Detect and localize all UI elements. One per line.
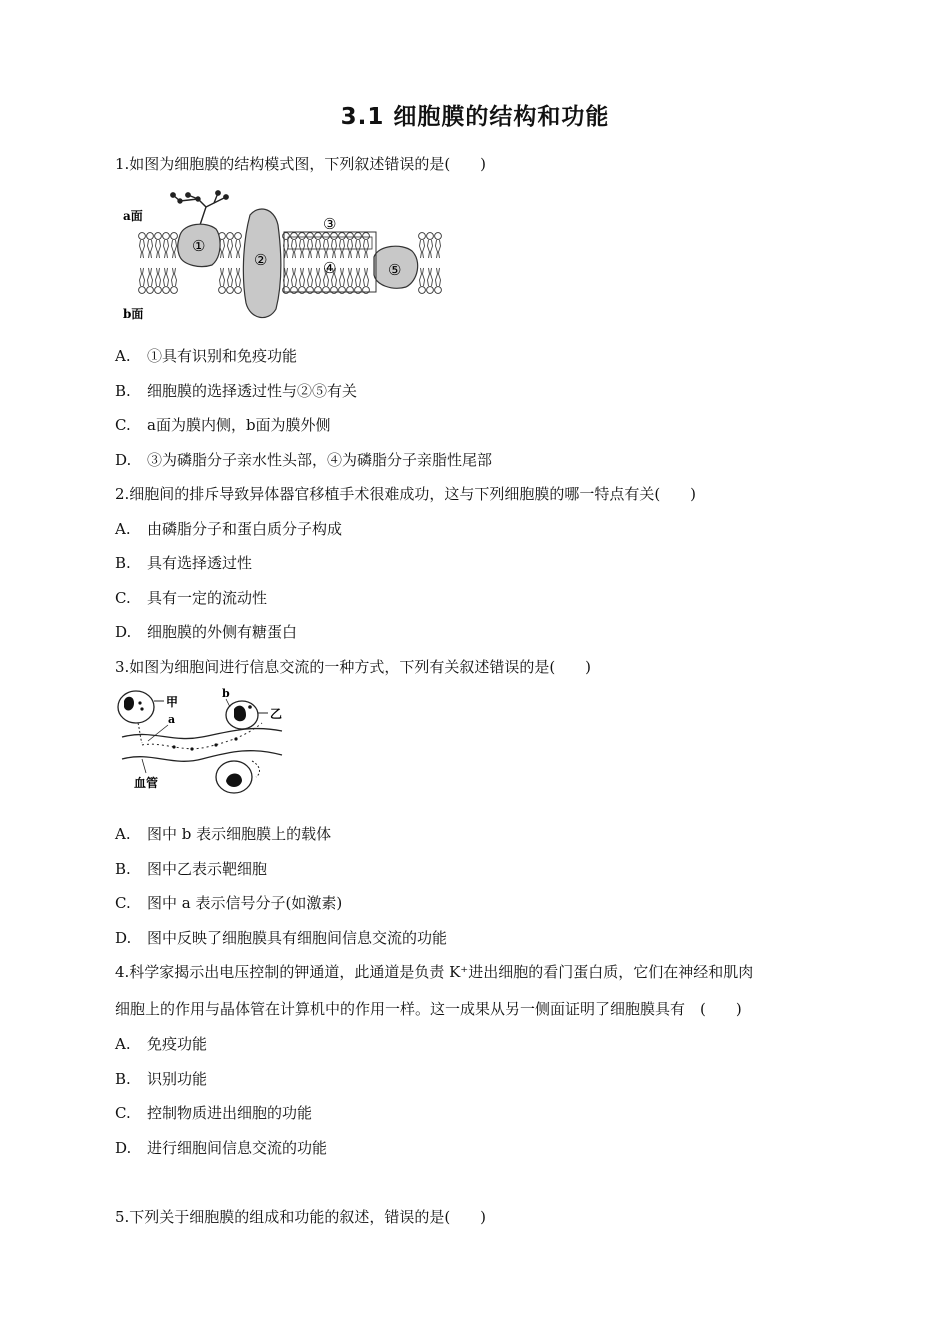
phospholipid-tail bbox=[420, 240, 425, 258]
option-text: 图中 a 表示信号分子(如激素) bbox=[147, 894, 343, 912]
phospholipid-head bbox=[163, 233, 170, 240]
phospholipid-head bbox=[299, 233, 306, 240]
phospholipid-head bbox=[355, 233, 362, 240]
option-letter: D. bbox=[115, 623, 132, 641]
q3-option-c[interactable] bbox=[115, 893, 342, 913]
q3-option-b[interactable] bbox=[115, 859, 267, 879]
phospholipid-tail bbox=[172, 240, 177, 258]
cell-membrane-diagram bbox=[118, 185, 448, 325]
phospholipid-tail bbox=[148, 240, 153, 258]
phospholipid-head bbox=[435, 287, 442, 294]
label-vessel: 血管 bbox=[134, 776, 159, 790]
q2-option-b[interactable] bbox=[115, 553, 252, 573]
phospholipid-head bbox=[235, 233, 242, 240]
q2-option-c[interactable] bbox=[115, 588, 267, 608]
phospholipid-head bbox=[339, 233, 346, 240]
phospholipid-tail bbox=[428, 240, 433, 258]
option-letter: C. bbox=[115, 894, 131, 912]
phospholipid-tail bbox=[436, 268, 441, 286]
page-title: 3.1 细胞膜的结构和功能 bbox=[340, 104, 610, 130]
option-letter: D. bbox=[115, 929, 132, 947]
label-3: ③ bbox=[323, 215, 337, 233]
phospholipid-head bbox=[315, 233, 322, 240]
phospholipid-tail bbox=[340, 268, 345, 286]
option-text: 免疫功能 bbox=[147, 1035, 208, 1053]
phospholipid-tail bbox=[164, 268, 169, 286]
phospholipid-head bbox=[171, 233, 178, 240]
option-letter: A. bbox=[115, 825, 131, 843]
phospholipid-tail bbox=[140, 240, 145, 258]
question-1-stem: 1.如图为细胞膜的结构模式图，下列叙述错误的是( ) bbox=[115, 155, 487, 173]
option-text: ①具有识别和免疫功能 bbox=[147, 347, 298, 365]
phospholipid-tail bbox=[156, 268, 161, 286]
phospholipid-tail bbox=[164, 240, 169, 258]
cell-signaling-diagram bbox=[112, 685, 302, 800]
option-letter: B. bbox=[115, 1070, 131, 1088]
q2-option-d[interactable] bbox=[115, 622, 297, 642]
option-letter: A. bbox=[115, 520, 131, 538]
option-letter: D. bbox=[115, 451, 132, 469]
option-letter: C. bbox=[115, 1104, 131, 1122]
phospholipid-head bbox=[219, 287, 226, 294]
option-letter: A. bbox=[115, 1035, 131, 1053]
phospholipid-head bbox=[147, 233, 154, 240]
q1-option-a[interactable] bbox=[115, 346, 297, 366]
phospholipid-tail bbox=[172, 268, 177, 286]
q3-option-a[interactable] bbox=[115, 824, 331, 844]
phospholipid-head bbox=[291, 233, 298, 240]
phospholipid-tail bbox=[356, 268, 361, 286]
phospholipid-tail bbox=[348, 268, 353, 286]
phospholipid-head bbox=[163, 287, 170, 294]
label-signal-a: a bbox=[168, 713, 176, 726]
phospholipid-tail bbox=[300, 268, 305, 286]
option-text: 细胞膜的选择透过性与②⑤有关 bbox=[147, 382, 358, 400]
q4-option-a[interactable] bbox=[115, 1034, 207, 1054]
label-jia: 甲 bbox=[166, 695, 179, 709]
option-text: 由磷脂分子和蛋白质分子构成 bbox=[147, 520, 343, 538]
option-letter: B. bbox=[115, 382, 131, 400]
option-letter: C. bbox=[115, 589, 131, 607]
phospholipid-head bbox=[147, 287, 154, 294]
option-letter: A. bbox=[115, 347, 131, 365]
phospholipid-head bbox=[435, 233, 442, 240]
phospholipid-tail bbox=[156, 240, 161, 258]
option-text: 具有一定的流动性 bbox=[147, 589, 268, 607]
phospholipid-head bbox=[363, 233, 370, 240]
phospholipid-tail bbox=[228, 268, 233, 286]
phospholipid-head bbox=[139, 233, 146, 240]
phospholipid-head bbox=[155, 287, 162, 294]
phospholipid-tail bbox=[228, 240, 233, 258]
blood-vessel-wall-bottom bbox=[122, 751, 282, 762]
label-yi: 乙 bbox=[270, 707, 283, 721]
phospholipid-head bbox=[171, 287, 178, 294]
phospholipid-head bbox=[227, 287, 234, 294]
q4-option-d[interactable] bbox=[115, 1138, 327, 1158]
phospholipid-head bbox=[307, 233, 314, 240]
question-3-stem: 3.如图为细胞间进行信息交流的一种方式，下列有关叙述错误的是( ) bbox=[115, 658, 592, 676]
q4-option-b[interactable] bbox=[115, 1069, 207, 1089]
q2-option-a[interactable] bbox=[115, 519, 342, 539]
phospholipid-head bbox=[427, 233, 434, 240]
phospholipid-tail bbox=[140, 268, 145, 286]
phospholipid-tail bbox=[436, 240, 441, 258]
question-2-stem: 2.细胞间的排斥导致异体器官移植手术很难成功，这与下列细胞膜的哪一特点有关( ) bbox=[115, 485, 697, 503]
cell-jia bbox=[118, 691, 154, 723]
option-text: a面为膜内侧，b面为膜外侧 bbox=[147, 416, 331, 434]
option-text: 控制物质进出细胞的功能 bbox=[147, 1104, 313, 1122]
phospholipid-tail bbox=[308, 268, 313, 286]
question-5-stem: 5.下列关于细胞膜的组成和功能的叙述，错误的是( ) bbox=[115, 1208, 487, 1226]
option-letter: D. bbox=[115, 1139, 132, 1157]
phospholipid-tail bbox=[364, 268, 369, 286]
option-text: ③为磷脂分子亲水性头部，④为磷脂分子亲脂性尾部 bbox=[147, 451, 493, 469]
label-receptor-b: b bbox=[222, 687, 230, 700]
phospholipid-tail bbox=[428, 268, 433, 286]
phospholipid-head bbox=[419, 287, 426, 294]
phospholipid-tail bbox=[236, 240, 241, 258]
question-4-stem-line-1: 4.科学家揭示出电压控制的钾通道，此通道是负责 K⁺进出细胞的看门蛋白质，它们在神经和肌肉 bbox=[115, 963, 754, 981]
label-5: ⑤ bbox=[388, 261, 402, 279]
blood-vessel-wall-top bbox=[122, 729, 282, 739]
q1-option-c[interactable] bbox=[115, 415, 331, 435]
option-text: 图中反映了细胞膜具有细胞间信息交流的功能 bbox=[147, 929, 448, 947]
option-text: 图中乙表示靶细胞 bbox=[147, 860, 268, 878]
q1-option-b[interactable] bbox=[115, 381, 357, 401]
label-2: ② bbox=[254, 251, 268, 269]
question-4-stem-line-2: 细胞上的作用与晶体管在计算机中的作用一样。这一成果从另一侧面证明了细胞膜具有 ( ) bbox=[115, 1000, 742, 1018]
label-4: ④ bbox=[323, 259, 337, 277]
phospholipid-head bbox=[155, 233, 162, 240]
phospholipid-head bbox=[227, 233, 234, 240]
option-text: 进行细胞间信息交流的功能 bbox=[147, 1139, 328, 1157]
phospholipid-head bbox=[347, 233, 354, 240]
option-text: 图中 b 表示细胞膜上的载体 bbox=[147, 825, 332, 843]
label-1: ① bbox=[192, 237, 206, 255]
option-letter: C. bbox=[115, 416, 131, 434]
phospholipid-tail bbox=[292, 268, 297, 286]
option-text: 具有选择透过性 bbox=[147, 554, 253, 572]
option-letter: B. bbox=[115, 860, 131, 878]
phospholipid-tail bbox=[148, 268, 153, 286]
q3-option-d[interactable] bbox=[115, 928, 447, 948]
phospholipid-head bbox=[139, 287, 146, 294]
option-letter: B. bbox=[115, 554, 131, 572]
sugar-chain bbox=[171, 191, 228, 225]
phospholipid-tail bbox=[236, 268, 241, 286]
q4-option-c[interactable] bbox=[115, 1103, 312, 1123]
phospholipid-head bbox=[331, 233, 338, 240]
phospholipid-head bbox=[419, 233, 426, 240]
phospholipid-tail bbox=[420, 268, 425, 286]
phospholipid-head bbox=[235, 287, 242, 294]
phospholipid-tail bbox=[316, 268, 321, 286]
option-text: 细胞膜的外侧有糖蛋白 bbox=[147, 623, 298, 641]
phospholipid-head bbox=[427, 287, 434, 294]
label-a-side: a面 bbox=[123, 209, 143, 223]
label-b-side: b面 bbox=[123, 307, 144, 321]
phospholipid-head bbox=[323, 233, 330, 240]
phospholipid-tail bbox=[220, 268, 225, 286]
option-text: 识别功能 bbox=[147, 1070, 208, 1088]
q1-option-d[interactable] bbox=[115, 450, 492, 470]
